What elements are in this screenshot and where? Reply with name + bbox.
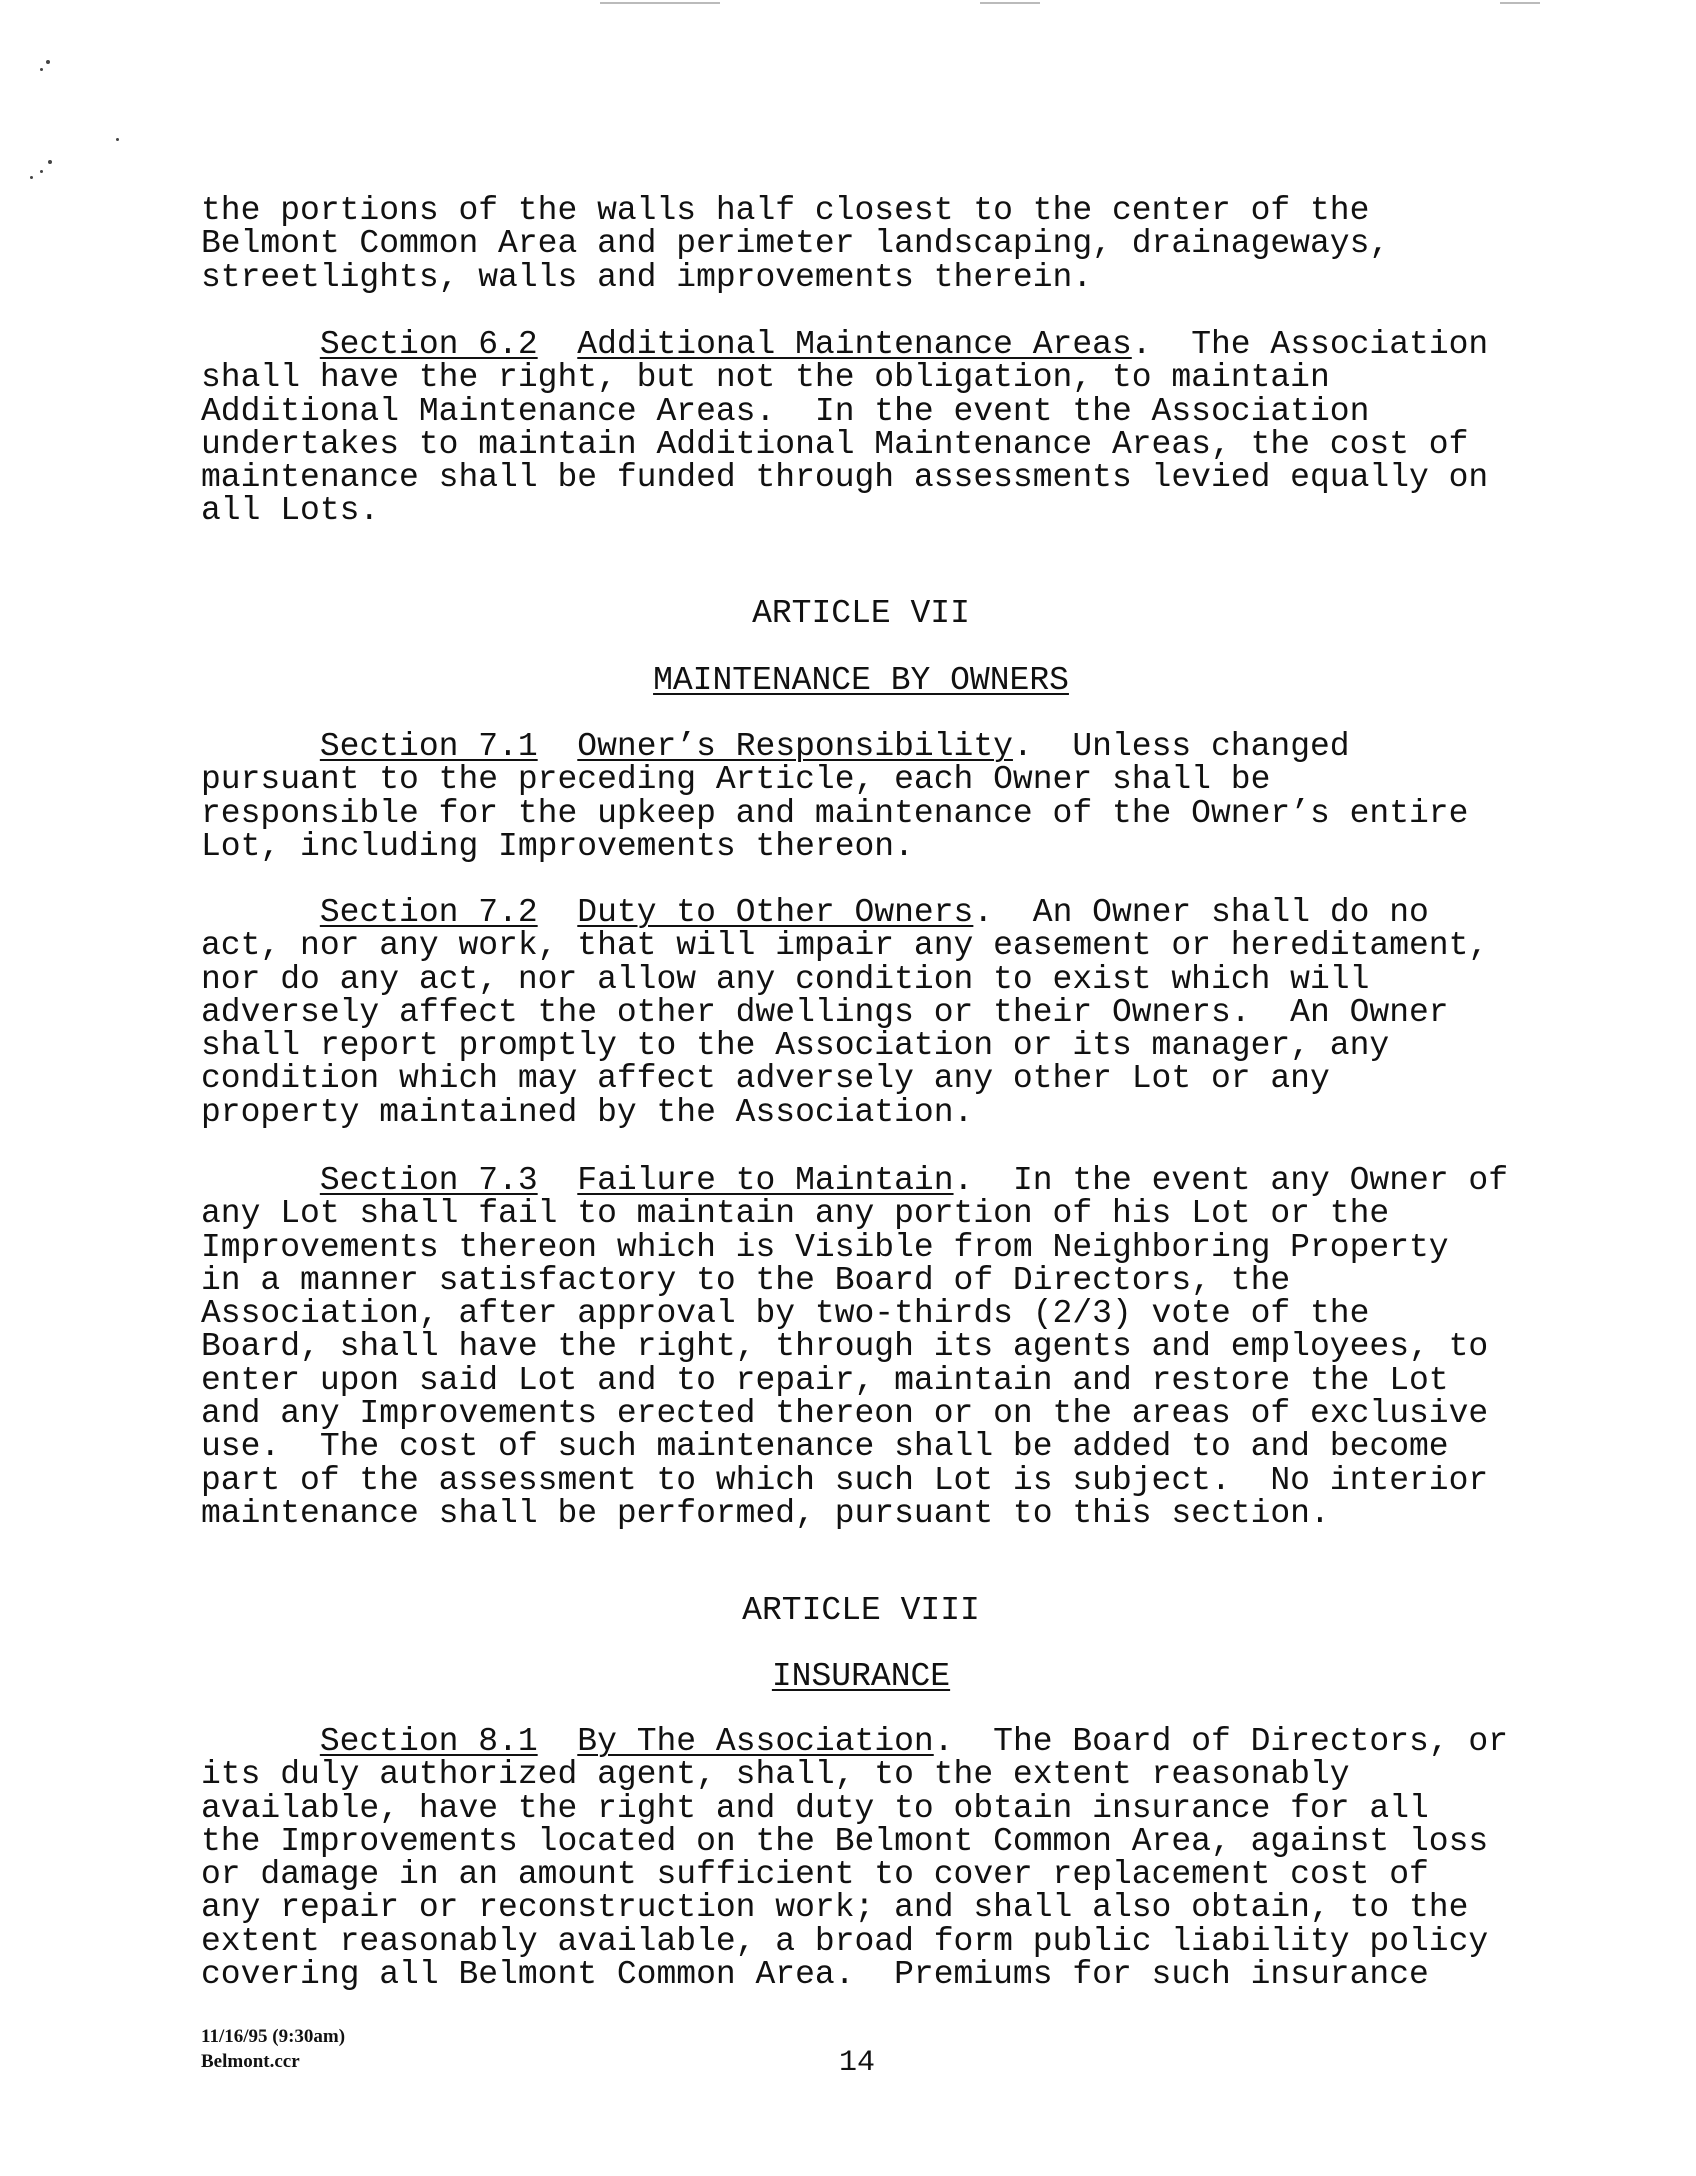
text-line: responsible for the upkeep and maintenance of the Owner’s entire bbox=[201, 794, 1469, 832]
section-number: Section 7.1 bbox=[319, 728, 538, 765]
scan-speck bbox=[30, 176, 33, 179]
text-line: Board, shall have the right, through its agents and employees, to bbox=[201, 1328, 1489, 1366]
section-number: Section 6.2 bbox=[319, 326, 538, 363]
text-line: available, have the right and duty to obtain insurance for all bbox=[201, 1789, 1429, 1827]
section-7-2-paragraph bbox=[201, 896, 1521, 1129]
text-line: maintenance shall be performed, pursuant to this section. bbox=[201, 1494, 1330, 1532]
continuation-paragraph bbox=[201, 194, 1521, 294]
text-line: any repair or reconstruction work; and shall also obtain, to the bbox=[201, 1889, 1469, 1927]
section-7-3-paragraph bbox=[201, 1164, 1521, 1530]
footer-date-stamp: 11/16/95 (9:30am) bbox=[201, 2026, 346, 2047]
text-line: . The Association bbox=[1131, 326, 1489, 363]
text-line: its duly authorized agent, shall, to the extent reasonably bbox=[201, 1756, 1350, 1794]
text-line: undertakes to maintain Additional Maintenance Areas, the cost of bbox=[201, 425, 1469, 463]
scan-artifact-top bbox=[980, 2, 1040, 4]
text-line: all Lots. bbox=[201, 492, 380, 530]
footer-filename: Belmont.ccr bbox=[201, 2051, 300, 2072]
text-line: in a manner satisfactory to the Board of Directors, the bbox=[201, 1261, 1291, 1299]
section-number: Section 7.2 bbox=[319, 894, 538, 931]
text-line: shall report promptly to the Association or its manager, any bbox=[201, 1027, 1390, 1065]
article-heading: ARTICLE VII bbox=[752, 595, 970, 632]
text-line: . In the event any Owner of bbox=[953, 1162, 1509, 1199]
text-line: or damage in an amount sufficient to cover replacement cost of bbox=[201, 1856, 1429, 1894]
scan-speck bbox=[116, 138, 119, 141]
text-line: property maintained by the Association. bbox=[201, 1093, 974, 1131]
text-line: nor do any act, nor allow any condition to exist which will bbox=[201, 960, 1370, 998]
scan-speck bbox=[48, 160, 52, 164]
text-line: extent reasonably available, a broad form public liability policy bbox=[201, 1922, 1489, 1960]
section-7-1-paragraph bbox=[201, 730, 1521, 863]
page-number: 14 bbox=[838, 2046, 875, 2080]
text-line: shall have the right, but not the obligation, to maintain bbox=[201, 359, 1330, 397]
text-line: and any Improvements erected thereon or on the areas of exclusive bbox=[201, 1395, 1489, 1433]
scan-speck bbox=[46, 60, 50, 64]
section-title: Duty to Other Owners bbox=[577, 894, 974, 931]
text-line: part of the assessment to which such Lot is subject. No interior bbox=[201, 1461, 1489, 1499]
section-title: Failure to Maintain bbox=[577, 1162, 954, 1199]
article-subheading-text: INSURANCE bbox=[771, 1658, 951, 1695]
text-line: act, nor any work, that will impair any easement or hereditament, bbox=[201, 927, 1489, 965]
text-line: enter upon said Lot and to repair, maintain and restore the Lot bbox=[201, 1361, 1449, 1399]
section-number: Section 7.3 bbox=[319, 1162, 538, 1199]
section-title: By The Association bbox=[577, 1723, 934, 1760]
text-line: maintenance shall be funded through assessments levied equally on bbox=[201, 459, 1489, 497]
article-subheading bbox=[201, 1660, 1521, 1693]
section-title: Additional Maintenance Areas bbox=[577, 326, 1132, 363]
text-line: covering all Belmont Common Area. Premiums for such insurance bbox=[201, 1956, 1429, 1994]
text-line: Belmont Common Area and perimeter landscaping, drainageways, bbox=[201, 225, 1390, 263]
text-line: condition which may affect adversely any other Lot or any bbox=[201, 1060, 1330, 1098]
section-title: Owner’s Responsibility bbox=[577, 728, 1013, 765]
scan-speck bbox=[40, 68, 43, 71]
scan-artifact-top bbox=[1500, 2, 1540, 4]
text-line: any Lot shall fail to maintain any portion of his Lot or the bbox=[201, 1195, 1390, 1233]
text-line: Association, after approval by two-thirds (2/3) vote of the bbox=[201, 1295, 1370, 1333]
scan-artifact-top bbox=[600, 2, 720, 4]
text-line: Improvements thereon which is Visible from Neighboring Property bbox=[201, 1228, 1449, 1266]
article-subheading bbox=[201, 664, 1521, 697]
text-line: . The Board of Directors, or bbox=[933, 1723, 1509, 1760]
section-6-2-paragraph bbox=[201, 328, 1521, 528]
text-line: the portions of the walls half closest to the center of the bbox=[201, 192, 1370, 229]
text-line: streetlights, walls and improvements therein. bbox=[201, 258, 1093, 296]
footer-meta bbox=[201, 2024, 345, 2074]
text-line: use. The cost of such maintenance shall be added to and become bbox=[201, 1428, 1449, 1466]
scan-speck bbox=[40, 170, 43, 173]
text-line: Lot, including Improvements thereon. bbox=[201, 827, 914, 865]
text-line: Additional Maintenance Areas. In the event the Association bbox=[201, 392, 1370, 430]
article-heading: ARTICLE VIII bbox=[742, 1592, 980, 1629]
section-8-1-paragraph bbox=[201, 1723, 1521, 1994]
text-line: . Unless changed bbox=[1012, 728, 1350, 765]
section-number: Section 8.1 bbox=[319, 1723, 538, 1760]
text-line: adversely affect the other dwellings or their Owners. An Owner bbox=[201, 993, 1449, 1031]
text-line: the Improvements located on the Belmont Common Area, against loss bbox=[201, 1822, 1489, 1860]
text-line: . An Owner shall do no bbox=[973, 894, 1429, 931]
text-line: pursuant to the preceding Article, each Owner shall be bbox=[201, 761, 1271, 799]
article-subheading-text: MAINTENANCE BY OWNERS bbox=[653, 662, 1069, 699]
